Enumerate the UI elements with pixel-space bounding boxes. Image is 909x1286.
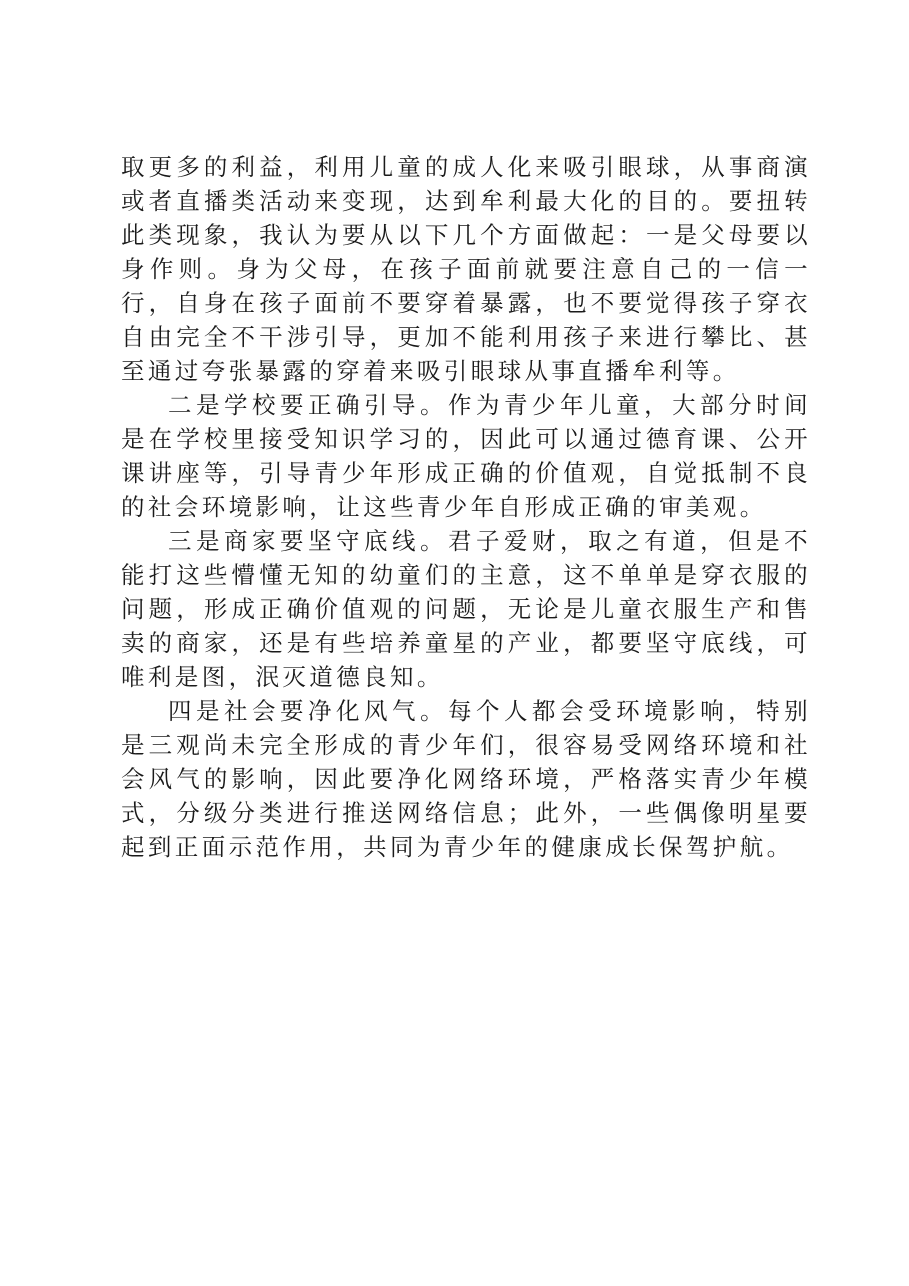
paragraph-1: 取更多的利益，利用儿童的成人化来吸引眼球，从事商演或者直播类活动来变现，达到牟利最大化的目的。要扭转此类现象，我认为要从以下几个方面做起：一是父母要以身作则。身为父母，在孩子面前就要注意自己的一信一行，自身在孩子面前不要穿着暴露，也不要觉得孩子穿衣自由完全不干涉引导，更加不能利用孩子来进行攀比、甚至通过夸张暴露的穿着来吸引眼球从事直播牟利等。 [121,153,811,385]
document-body [121,150,811,864]
paragraph-3: 三是商家要坚守底线。君子爱财，取之有道，但是不能打这些懵懂无知的幼童们的主意，这不单单是穿衣服的问题，形成正确价值观的问题，无论是儿童衣服生产和售卖的商家，还是有些培养童星的产业，都要坚守底线，可唯利是图，泯灭道德良知。 [121,527,811,691]
paragraph-2: 二是学校要正确引导。作为青少年儿童，大部分时间是在学校里接受知识学习的，因此可以通过德育课、公开课讲座等，引导青少年形成正确的价值观，自觉抵制不良的社会环境影响，让这些青少年自形成正确的审美观。 [121,391,811,521]
paragraph-4: 四是社会要净化风气。每个人都会受环境影响，特别是三观尚未完全形成的青少年们，很容易受网络环境和社会风气的影响，因此要净化网络环境，严格落实青少年模式，分级分类进行推送网络信息；此外，一些偶像明星要起到正面示范作用，共同为青少年的健康成长保驾护航。 [121,697,811,861]
